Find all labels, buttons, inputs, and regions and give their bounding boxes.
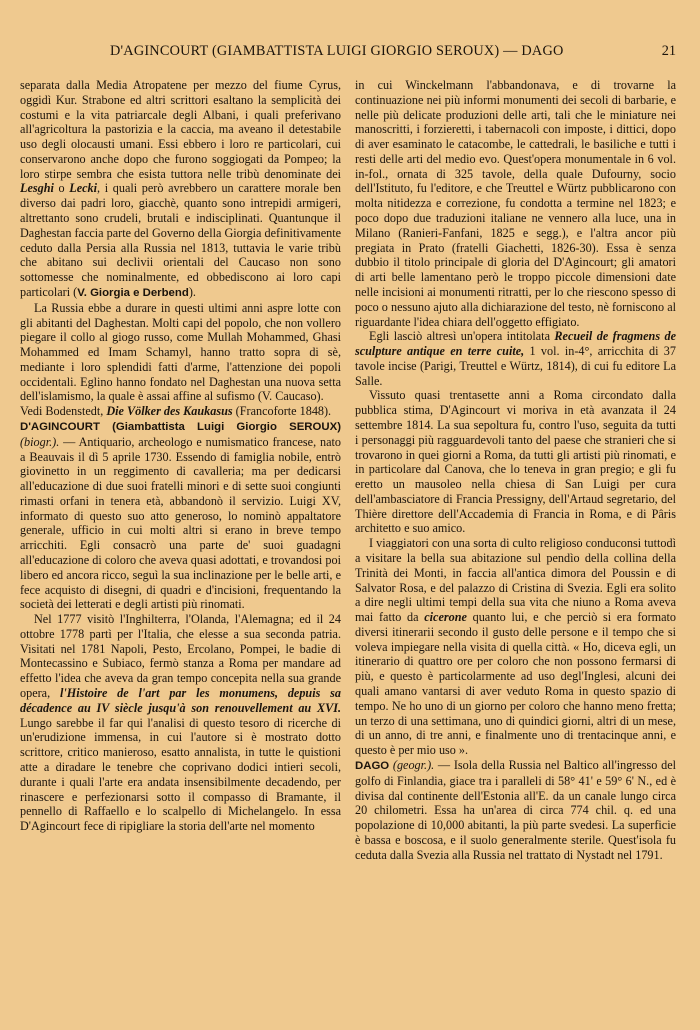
page-header [20, 43, 676, 65]
left-column [20, 78, 341, 1010]
albania-paragraph: separata dalla Media Atropatene per mezzo del fiume Cyrus, oggidì Kur. Strabone ed altri scrittori esaltano la semplicità dei costumi e la vita patriarcale degli Albani, i quali preferivano all'agricoltura la pastorizia e la caccia, ma aveano il detestabile uso degli olocausti umani. Essi ebbero i loro re particolari, cui conservarono anche dopo che furono soggiogati da Pompeo; la loro stirpe sembra che esista tuttora nelle tribù denominate dei Lesghi o Lecki, i quali però avrebbero un carattere morale ben diverso dai padri loro, giacchè, quanto sono intrepidi armigeri, altrettanto sono crudeli, brutali e indisciplinati. Quantunque il Daghestan faccia parte del Governo della Giorgia definitivamente ceduto dalla Persia alla Russia nel 1813, tuttavia le varie tribù che abitano sui declivii orientali del Caucaso non sono sottomesse che nominalmente, ed obbediscono ai loro capi particolari (V. Giorgia e Derbend). [20, 78, 341, 299]
entry-heading: D'AGINCOURT (Giambattista Luigi Giorgio SEROUX) [20, 420, 341, 433]
entry-dago: DAGO (geogr.). — Isola della Russia nel Baltico all'ingresso del golfo di Finlandia, giace tra i paralleli di 58° 41' e 59° 6' N., ed è divisa dal continente dell'Estonia all'E. da un canale lungo circa 20 chilometri. Essa ha un'area di circa 774 chil. q. ed una popolazione di 10,000 abitanti, la più parte svedesi. La superficie è bassa e boscosa, e il suolo generalmente sterile. Quest'isola fu ceduta dalla Svezia alla Russia nel trattato di Nystadt nel 1791. [355, 757, 676, 862]
right-column [355, 78, 676, 1010]
page-number: 21 [661, 43, 676, 59]
running-title: D'AGINCOURT (GIAMBATTISTA LUIGI GIORGIO SEROUX) — DAGO [110, 43, 564, 59]
recueil-paragraph: Egli lasciò altresì un'opera intitolata Recueil de fragmens de sculpture antique en terre cuite, 1 vol. in-4°, arricchita di 37 tavole incise (Parigi, Treuttel e Würtz, 1814), di cui fu editore La Salle. [355, 329, 676, 388]
text-columns [20, 78, 676, 1010]
reference-paragraph: Vedi Bodenstedt, Die Völker des Kaukasus (Francoforte 1848). [20, 404, 332, 419]
work-paragraph: in cui Winckelmann l'abbandonava, e di trovarne la continuazione nei più informi monumenti dei secoli di barbarie, e nelle più delicate produzioni delle arti, tali che le miniature nei manoscritti, i forzieretti, i tabernacoli con imposte, i dittici, dopo di aver esaminato le catacombe, le cattedrali, le basiliche e tutti i resti delle arti del medio evo. Quest'opera monumentale in 6 vol. in-fol., ornata di 325 tavole, della quale Dufourny, socio dell'Istituto, fu l'editore, e che Treuttel e Würtz pubblicarono con molta nitidezza e correzione, fu condotta a termine nel 1823; e poco dopo due traduzioni italiane ne vennero alla luce, una in Milano (Ranieri-Fanfani, 1825 e segg.), e l'altra ancor più pregiata in Prato (fratelli Giachetti, 1826-30). Essa è senza dubbio il titolo principale di gloria del D'Agincourt; gli amatori di arti belle lamentano però le troppo piccole dimensioni date nelle incisioni ai monumenti ritratti, per lo che riescono spesso di poco o nessuno ajuto alla dichiarazione del testo, nè forniscono al riguardante l'idea chiara dell'oggetto effigiato. [355, 78, 676, 329]
entry-dagincourt: D'AGINCOURT (Giambattista Luigi Giorgio SEROUX) (biogr.). — Antiquario, archeologo e numismatico francese, nato a Beauvais il dì 5 aprile 1730. Essendo di famiglia nobile, entrò giovinetto in un reggimento di cavalleria; ma per dedicarsi all'educazione di due suoi fratelli minori e di sette suoi congiunti rimasti orfani in tenera età, abbandonò il servizio. Luigi XV, informato di questo suo atto generoso, lo nominò appaltatore generale, ufficio in cui molti altri si erano in breve tempo arricchiti. Egli consacrò una parte de' suoi guadagni all'educazione di coloro che aveva quasi adottati, e trovandosi poi libero ed ancora ricco, seguì la sua inclinazione per le belle arti, e fece acquisto di disegni, di quadri e d'incisioni, frequentando la società dei letterati e degli artisti più rinomati. [20, 420, 341, 612]
entry-heading: DAGO [355, 759, 390, 772]
residence-paragraph: I viaggiatori con una sorta di culto religioso conduconsi tuttodì a visitare la bella sua abitazione sul pendìo della collina della Trinità dei Monti, in faccia all'antica dimora del Poussin e di Salvator Rosa, e del palazzo di Cristina di Svezia. Egli era solito a dire negli ultimi tempi della sua vita che niuno a Roma aveva mai fatto da cicerone quanto lui, e che perciò si era formato diversi itinerarii secondo il gusto delle persone e il tempo che si voleva impiegare nella visita di quella città. « Ho, diceva egli, un itinerario di quattro ore per coloro che non possono fermarsi di più, e questo è particolarmente ad uso degl'Inglesi, alcuni dei quali amano vantarsi di aver veduto Roma in questo spazio di tempo. Ne ho uno di un giorno per coloro che hanno meno fretta; un terzo di una settimana, uno di quindici giorni, altri di un mese, di un anno, di tre anni, e finalmente uno di trentacinque anni, e questo è per mio uso ». [355, 536, 676, 758]
travel-paragraph: Nel 1777 visitò l'Inghilterra, l'Olanda, l'Alemagna; ed il 24 ottobre 1778 partì per l'Italia, che elesse a sua seconda patria. Visitati nel 1781 Napoli, Pesto, Ercolano, Pompei, le badie di Montecassino e Subiaco, fermò stanza a Roma per mandare ad effetto l'idea che aveva da gran tempo concepita nella sua grande opera, l'Histoire de l'art par les monumens, depuis sa décadence au IV siècle jusqu'à son renouvellement au XVI. Lungo sarebbe il far qui l'analisi di questo tesoro di ricerche di un'erudizione immensa, in cui l'autore si è mostrato dotto scrittore, critico manieroso, esatto annalista, in tutte le quistioni atte a diradare le tenebre che coprivano dodici intieri secoli, durante i quali l'arte era andata insensibilmente decadendo, per rinascere e perfezionarsi sotto il compasso di Bramante, il pennello di Raffaello e lo scalpello di Michelangelo. In essa D'Agincourt fece di ripigliare la storia dell'arte nel momento [20, 612, 341, 834]
daghestan-paragraph: La Russia ebbe a durare in questi ultimi anni aspre lotte con gli abitanti del Daghestan. Molti capi del popolo, che non vollero piegare il collo al giogo russo, come Mullah Mohammed, Ghasi Mohammed ed Imam Schamyl, hanno tratto sopra di sè, mediante i loro splendidi fatti d'arme, l'attenzione dei popoli occidentali. Eglino hanno fondato nel Daghestan una nuova setta dell'islamismo, la quale è assai affine al sufismo (V. Caucaso). [20, 300, 341, 404]
death-paragraph: Vissuto quasi trentasette anni a Roma circondato dalla pubblica stima, D'Agincourt vi moriva in età avanzata il 24 settembre 1814. La sua sepoltura fu, contro l'uso, seguita da tutti i personaggi più ragguardevoli tanto del paese che stranieri che si trovarono in quei giorni a Roma, da tutti gli artisti più rinomati, e in particolare dal Canova, che lo teneva in gran pregio; e gli fu eretto un mausoleo nella chiesa di San Luigi per cura dell'ambasciatore di Francia Pressigny, dell'Artaud segretario, del Thière direttore dell'Accademia di Francia in Roma, e di Pâris architetto e suo amico. [355, 388, 676, 536]
